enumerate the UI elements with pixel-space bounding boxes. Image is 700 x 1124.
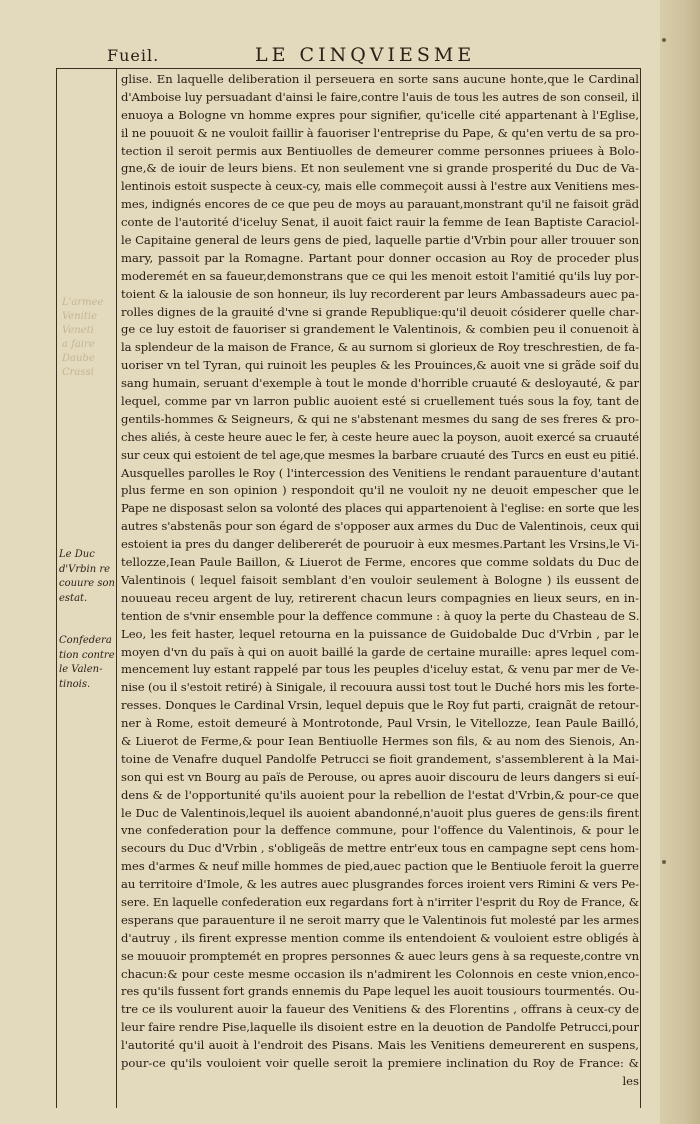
text-line: son qui est vn Bourg au païs de Perouse, ou apres auoir discouru de leurs dangers si euí- [121,769,639,784]
frame-rule-left [56,68,57,1108]
text-line: Valentinois ( lequel faisoit semblant d'en vouloir seulement à Bologne ) ils eussent de [121,572,639,587]
folio-label: Fueil. [107,46,160,65]
text-line: moderemét en sa faueur,demonstrans que ce qui les menoit estoit l'amitié qu'ils luy por- [121,268,639,283]
show-through-line: Venitie [62,311,97,322]
book-title: LE CINQVIESME [255,44,476,66]
text-line: conte de l'autorité d'iceluy Senat, il auoit faict rauir la femme de Iean Baptiste Caraciol- [121,215,639,230]
margin-note-line: d'Vrbin re [59,563,111,575]
binding-hole [662,38,666,42]
text-line: tection il seroit permis aux Bentiuolles de demeurer comme personnes priuees à Bolo- [121,143,639,158]
margin-note-line: tinois. [59,678,91,690]
frame-rule-top [56,68,640,69]
text-line: toient & la ialousie de son honneur, ils luy recorderent par leurs Ambassadeurs auec pa- [121,286,639,301]
margin-note-line: tion contre [59,649,115,661]
text-line: sere. En laquelle confederation eux regardans fort à n'irriter l'esprit du Roy de France, & [121,894,639,909]
text-line: sur ceux qui estoient de tel age,que mesmes la barbare cruauté des Turcs en eust eu pitié. [121,447,639,462]
show-through-line: L'armee [62,297,104,308]
text-line: rolles dignes de la grauité d'vne si grande Republique:qu'il deuoit cósiderer quelle char- [121,304,639,319]
text-line: l'autorité qu'il auoit à l'endroit des Pisans. Mais les Venitiens demeurerent en suspens, [121,1038,639,1053]
text-line: mencement luy estant rappelé par tous les peuples d'iceluy estat, & venu par mer de Ve- [121,662,639,677]
text-line: d'autruy , ils firent expresse mention comme ils entendoient & vouloient estre obligés à [121,930,639,945]
show-through-line: a faire [62,339,95,350]
text-line: dens & de l'opportunité qu'ils auoient pour la rebellion de l'estat d'Vrbin,& pour-ce que [121,787,639,802]
binding-hole [662,860,666,864]
show-through-line: Crassi [62,367,94,378]
text-line: il ne pouuoit & ne vouloit faillir à fauoriser l'entreprise du Pape, & qu'en vertu de sa pro- [121,125,639,140]
running-head [0,44,700,68]
show-through-line: Veneti [62,325,94,336]
text-line: moyen d'vn du païs à qui on auoit baillé la garde de certaine muraille: apres lequel com- [121,644,639,659]
text-line: se mouuoir promptemét en propres personnes & auec leurs gens à sa requeste,contre vn [121,948,639,963]
text-line: resses. Donques le Cardinal Vrsin, lequel depuis que le Roy fut parti, craignãt de retour- [121,698,639,713]
text-line: mary, passoit par la Romagne. Partant pour donner occasion au Roy de proceder plus [121,250,639,265]
text-line: autres s'abstenãs pour son égard de s'opposer aux armes du Duc de Valentinois, ceux qui [121,519,639,534]
show-through-text [62,296,116,380]
text-line: le Capitaine general de leurs gens de pied, laquelle partie d'Vrbin pour aller trouuer son [121,233,639,248]
text-line: Ausquelles parolles le Roy ( l'intercession des Venitiens le rendant parauenture d'autant [121,465,639,480]
text-line: sang humain, seruant d'exemple à tout le monde d'horrible cruauté & desloyauté, & par [121,376,639,391]
text-line: ner à Rome, estoit demeuré à Montrotonde, Paul Vrsin, le Vitellozze, Iean Paule Bailló, [121,716,639,731]
margin-note-line: Confedera [59,635,112,646]
text-line: estoient ia pres du danger delibererét de pouruoir à eux mesmes.Partant les Vrsins,le Vi- [121,537,639,552]
show-through-line: Daube [62,353,95,364]
margin-note-line: Le Duc [59,549,95,560]
text-line: & Liuerot de Ferme,& pour Iean Bentiuolle Hermes son fils, & au nom des Sienois, An- [121,733,639,748]
text-line: le Duc de Valentinois,lequel ils auoient abandonné,n'auoit plus gueres de gens:ils firent [121,805,639,820]
text-line: Leo, les feit haster, lequel retourna en la puissance de Guidobalde Duc d'Vrbin , par le [121,626,639,641]
text-line: tention de s'vnir ensemble pour la deffence commune : à quoy la perte du Chasteau de S. [121,608,639,623]
margin-note-confederation [59,634,117,692]
margin-note-line: le Valen- [59,664,103,675]
text-line: res qu'ils fussent fort grands ennemis du Pape lequel les auoit tousiours tourmentés. Ou- [121,984,639,999]
text-line: tellozze,Iean Paule Baillon, & Liuerot de Ferme, encores que comme soldats du Duc de [121,555,639,570]
margin-note-line: couure son [59,578,115,589]
text-line: toine de Venafre duquel Pandolfe Petrucci se fioit grandement, s'assemblerent à la Mai- [121,751,639,766]
text-line: la splendeur de la maison de France, & au surnom si glorieux de Roy treschrestien, de fa- [121,340,639,355]
text-line: les [622,1073,639,1088]
text-line: vne confederation pour la deffence commune, pour l'offence du Valentinois, & pour le [121,823,639,838]
text-line: au territoire d'Imole, & les autres auec plusgrandes forces iroient vers Rimini & vers Pe- [121,877,639,892]
text-line: nise (ou il s'estoit retiré) à Sinigale, il recouura aussi tost tout le Duché hors mis les forte- [121,680,639,695]
text-line: lequel, comme par vn larron public auoient esté si cruellement tués sous la foy, tant de [121,394,639,409]
text-line: chacun:& pour ceste mesme occasion ils n'admirent les Colonnois en ceste vnion,enco- [121,966,639,981]
text-line: lentinois estoit suspecte à ceux-cy, mais elle commeçoit aussi à l'estre aux Venitiens mes- [121,179,639,194]
margin-note-urbin [59,548,117,606]
text-line: mes d'armes & neuf mille hommes de pied,auec paction que le Bentiuole feroit la guerre [121,859,639,874]
text-line: pour-ce qu'ils vouloient voir quelle seroit la premiere inclination du Roy de France: & [121,1055,639,1070]
text-line: tre ce ils voulurent auoir la faueur des Venitiens & des Florentins , offrans à ceux-cy de [121,1002,639,1017]
text-line: uoriser vn tel Tyran, qui ruinoit les peuples & les Prouinces,& auoit vne si grãde soif du [121,358,639,373]
text-line: glise. En laquelle deliberation il perseuera en sorte sans aucune honte,que le Cardinal [121,72,639,86]
text-line: ge ce luy estoit de fauoriser si grandement le Valentinois, & combien peu il conuenoit à [121,322,639,337]
text-line: d'Amboise luy persuadant d'ainsi le faire,contre l'auis de tous les autres de son conseil, il [121,89,639,104]
text-line: ches aliés, à ceste heure auec le fer, à ceste heure auec la poyson, auoit exercé sa cruauté [121,429,639,444]
main-text-block [121,71,639,1091]
text-line: secours du Duc d'Vrbin , s'obligeãs de mettre entr'eux tous en campagne sept cens hom- [121,841,639,856]
margin-note-line: estat. [59,592,88,604]
text-line: leur faire rendre Pise,laquelle ils disoient estre en la deuotion de Pandolfe Petrucci,pour [121,1020,639,1035]
text-line: enuoya a Bologne vn homme expres pour signifier, qu'icelle cité appartenant à l'Eglise, [121,107,639,122]
text-line: esperans que parauenture il ne seroit marry que le Valentinois fut molesté par les armes [121,912,639,927]
text-line: Pape ne disposast selon sa volonté des places qui appartenoient à l'eglise: en sorte que les [121,501,639,516]
text-line: gentils-hommes & Seigneurs, & qui ne s'abstenant mesmes du sang de ses freres & pro- [121,411,639,426]
text-line: gne,& de iouir de leurs biens. Et non seulement vne si grande prosperité du Duc de Va- [121,161,639,176]
frame-rule-right [640,68,641,1108]
text-line: nouueau receu argent de luy, retirerent chacun leurs compagnies en lieux seurs, en in- [121,590,639,605]
text-line: plus ferme en son opinion ) respondoit qu'il ne vouloit ny ne deuoit empescher que le [121,483,639,498]
page-gutter-edge [660,0,700,1124]
text-line: mes, indignés encores de ce que peu de moys au parauant,monstrant qu'il ne faisoit gräd [121,197,639,212]
